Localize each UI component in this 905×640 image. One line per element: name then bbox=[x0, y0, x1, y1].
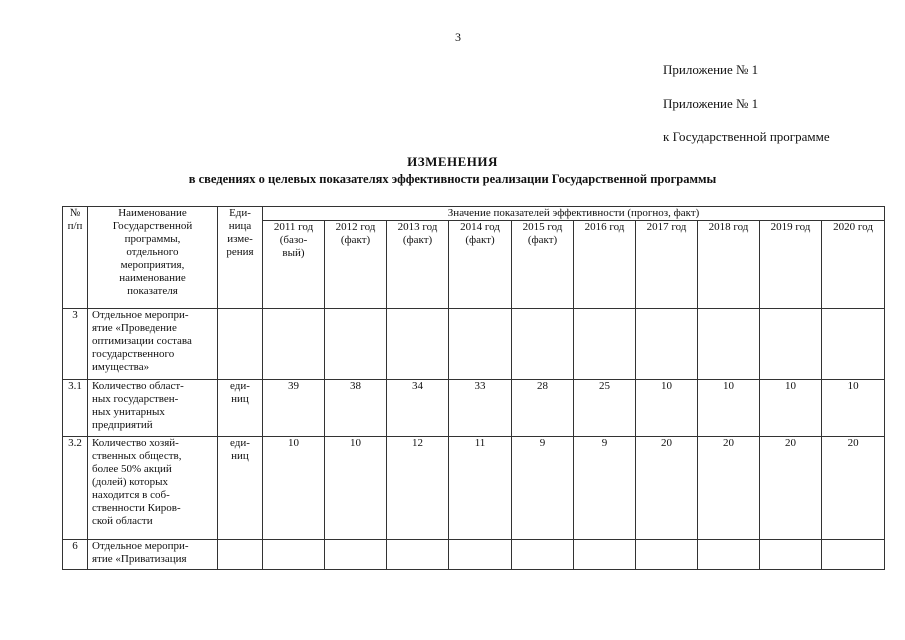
row-value: 25 bbox=[574, 380, 636, 437]
row-value bbox=[698, 309, 760, 380]
row-value: 10 bbox=[636, 380, 698, 437]
row-value bbox=[698, 540, 760, 570]
row-value: 20 bbox=[698, 437, 760, 540]
row-name: Количество област- ных государствен- ных унитарных предприятий bbox=[88, 380, 218, 437]
row-value bbox=[449, 309, 512, 380]
row-value: 10 bbox=[698, 380, 760, 437]
row-value bbox=[636, 540, 698, 570]
row-value bbox=[574, 309, 636, 380]
row-value: 20 bbox=[760, 437, 822, 540]
row-value bbox=[760, 309, 822, 380]
row-value: 10 bbox=[263, 437, 325, 540]
row-value bbox=[263, 309, 325, 380]
row-number: 6 bbox=[63, 540, 88, 570]
row-value bbox=[636, 309, 698, 380]
row-value bbox=[822, 540, 885, 570]
table-row bbox=[63, 380, 885, 437]
row-number: 3 bbox=[63, 309, 88, 380]
header-number: № п/п bbox=[63, 207, 88, 309]
row-value: 34 bbox=[387, 380, 449, 437]
row-unit: еди- ниц bbox=[218, 380, 263, 437]
header-year: 2015 год (факт) bbox=[512, 221, 574, 309]
row-value: 39 bbox=[263, 380, 325, 437]
header-values: Значение показателей эффективности (прогноз, факт) bbox=[263, 207, 885, 221]
row-value: 11 bbox=[449, 437, 512, 540]
row-value: 38 bbox=[325, 380, 387, 437]
indicators-table bbox=[62, 206, 885, 570]
header-name: Наименование Государственной программы, отдельного мероприятия, наименование показателя bbox=[88, 207, 218, 309]
row-value bbox=[325, 309, 387, 380]
header-year: 2018 год bbox=[698, 221, 760, 309]
page-number: 3 bbox=[455, 30, 461, 44]
row-value: 33 bbox=[449, 380, 512, 437]
annex-label-3: к Государственной программе bbox=[663, 129, 830, 144]
row-value bbox=[822, 309, 885, 380]
header-unit: Еди- ница изме- рения bbox=[218, 207, 263, 309]
document-subtitle: в сведениях о целевых показателях эффективности реализации Государственной программы bbox=[188, 172, 717, 186]
table-row bbox=[63, 309, 885, 380]
row-unit: еди- ниц bbox=[218, 437, 263, 540]
row-unit bbox=[218, 540, 263, 570]
header-year: 2011 год (базо- вый) bbox=[263, 221, 325, 309]
header-year: 2013 год (факт) bbox=[387, 221, 449, 309]
table-row bbox=[63, 437, 885, 540]
row-value bbox=[325, 540, 387, 570]
row-value bbox=[512, 309, 574, 380]
header-year: 2017 год bbox=[636, 221, 698, 309]
row-value: 28 bbox=[512, 380, 574, 437]
table-header-row bbox=[63, 207, 885, 221]
row-value: 12 bbox=[387, 437, 449, 540]
row-value: 20 bbox=[636, 437, 698, 540]
row-value bbox=[449, 540, 512, 570]
row-value bbox=[387, 540, 449, 570]
row-number: 3.2 bbox=[63, 437, 88, 540]
row-value: 10 bbox=[822, 380, 885, 437]
row-unit bbox=[218, 309, 263, 380]
row-value: 9 bbox=[574, 437, 636, 540]
row-value: 9 bbox=[512, 437, 574, 540]
row-value bbox=[512, 540, 574, 570]
row-name: Количество хозяй- ственных обществ, более 50% акций (долей) которых находится в соб- ственности Киров- ской области bbox=[88, 437, 218, 540]
row-value bbox=[760, 540, 822, 570]
annex-label-2: Приложение № 1 bbox=[663, 96, 759, 111]
row-value: 10 bbox=[325, 437, 387, 540]
table-row bbox=[63, 540, 885, 570]
header-year: 2020 год bbox=[822, 221, 885, 309]
row-value: 20 bbox=[822, 437, 885, 540]
row-value bbox=[574, 540, 636, 570]
row-name: Отдельное меропри- ятие «Приватизация bbox=[88, 540, 218, 570]
row-name: Отдельное меропри- ятие «Проведение оптимизации состава государственного имущества» bbox=[88, 309, 218, 380]
header-year: 2019 год bbox=[760, 221, 822, 309]
document-title: ИЗМЕНЕНИЯ bbox=[407, 154, 498, 169]
annex-label-1: Приложение № 1 bbox=[663, 62, 759, 77]
header-year: 2014 год (факт) bbox=[449, 221, 512, 309]
row-number: 3.1 bbox=[63, 380, 88, 437]
header-year: 2012 год (факт) bbox=[325, 221, 387, 309]
row-value: 10 bbox=[760, 380, 822, 437]
header-year: 2016 год bbox=[574, 221, 636, 309]
row-value bbox=[263, 540, 325, 570]
row-value bbox=[387, 309, 449, 380]
